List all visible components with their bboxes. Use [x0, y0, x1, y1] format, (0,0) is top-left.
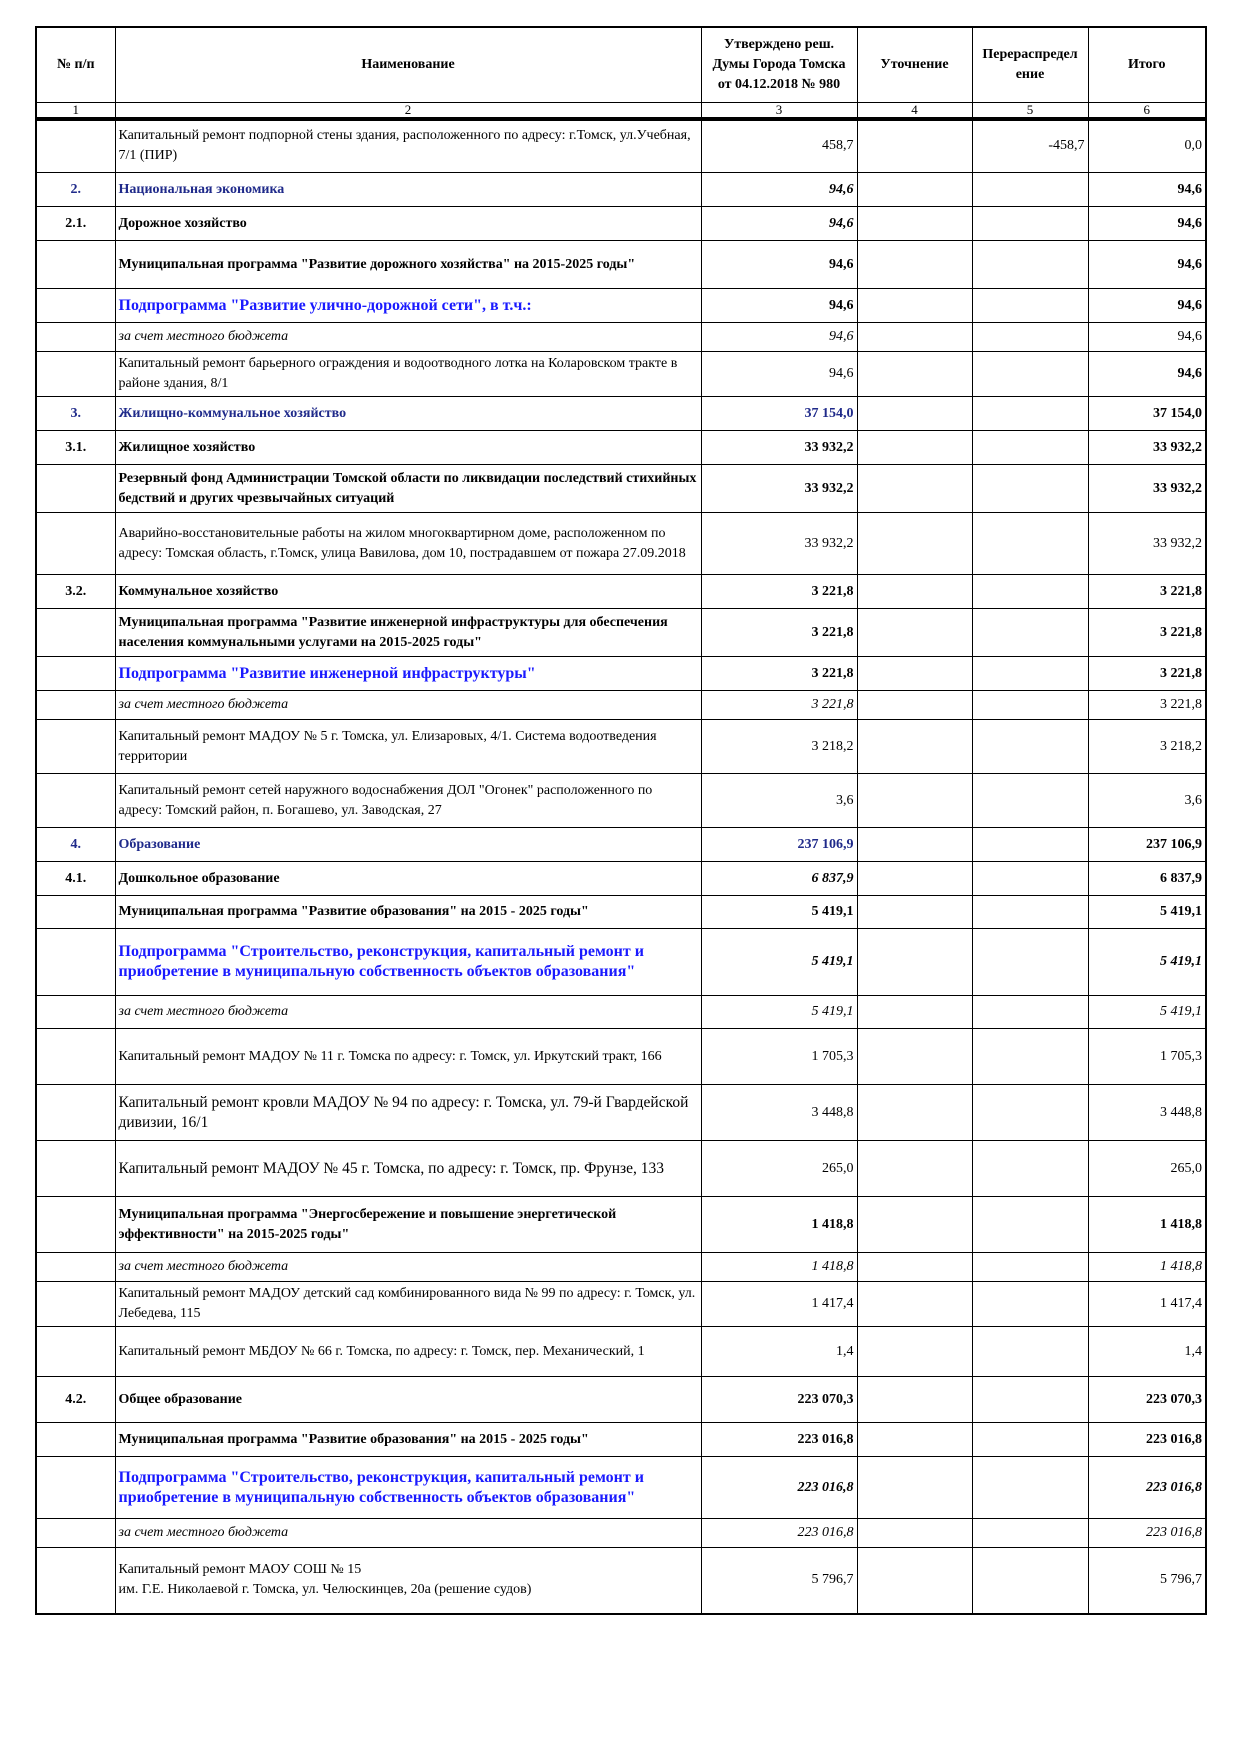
row-redistribution	[972, 1029, 1088, 1085]
row-approved: 223 016,8	[701, 1423, 857, 1457]
row-clarification	[857, 431, 972, 465]
row-approved: 5 419,1	[701, 896, 857, 929]
row-name: Капитальный ремонт МАДОУ детский сад комбинированного вида № 99 по адресу: г. Томск, ул. Лебедева, 115	[115, 1282, 701, 1327]
row-clarification	[857, 513, 972, 575]
row-name: Муниципальная программа "Развитие образования" на 2015 - 2025 годы"	[115, 1423, 701, 1457]
row-name: Капитальный ремонт подпорной стены здания, расположенного по адресу: г.Томск, ул.Учебная, 7/1 (ПИР)	[115, 119, 701, 173]
header-name: Наименование	[115, 27, 701, 102]
row-total: 5 419,1	[1088, 896, 1206, 929]
row-approved: 6 837,9	[701, 862, 857, 896]
budget-table	[35, 26, 1207, 1615]
row-total: 94,6	[1088, 289, 1206, 323]
row-total: 3 448,8	[1088, 1085, 1206, 1141]
row-total: 94,6	[1088, 323, 1206, 352]
row-approved: 3 448,8	[701, 1085, 857, 1141]
row-clarification	[857, 465, 972, 513]
row-name: Подпрограмма "Строительство, реконструкция, капитальный ремонт и приобретение в муниципальную собственность объектов образования"	[115, 929, 701, 996]
row-clarification	[857, 1253, 972, 1282]
row-approved: 94,6	[701, 207, 857, 241]
row-name: Аварийно-восстановительные работы на жилом многоквартирном доме, расположенном по адресу: Томская область, г.Томск, улица Вавилова, дом 10, пострадавшем от пожара 27.09.2018	[115, 513, 701, 575]
row-approved: 3 218,2	[701, 720, 857, 774]
row-approved: 94,6	[701, 241, 857, 289]
table-row	[36, 397, 1206, 431]
row-total: 5 419,1	[1088, 929, 1206, 996]
row-total: 3 221,8	[1088, 691, 1206, 720]
row-number	[36, 1282, 115, 1327]
row-total: 33 932,2	[1088, 465, 1206, 513]
row-number: 3.	[36, 397, 115, 431]
row-clarification	[857, 609, 972, 657]
col-number-1: 1	[36, 102, 115, 119]
row-name: Капитальный ремонт МАДОУ № 45 г. Томска, по адресу: г. Томск, пр. Фрунзе, 133	[115, 1141, 701, 1197]
table-row	[36, 1141, 1206, 1197]
header-number: № п/п	[36, 27, 115, 102]
row-total: 94,6	[1088, 352, 1206, 397]
row-number: 3.2.	[36, 575, 115, 609]
row-name: Общее образование	[115, 1377, 701, 1423]
row-approved: 3 221,8	[701, 609, 857, 657]
row-clarification	[857, 1519, 972, 1548]
row-number	[36, 609, 115, 657]
row-clarification	[857, 691, 972, 720]
header-total: Итого	[1088, 27, 1206, 102]
row-number	[36, 352, 115, 397]
table-row	[36, 575, 1206, 609]
table-row	[36, 609, 1206, 657]
row-approved: 5 796,7	[701, 1548, 857, 1614]
row-clarification	[857, 1141, 972, 1197]
row-total: 1 418,8	[1088, 1197, 1206, 1253]
row-approved: 94,6	[701, 173, 857, 207]
row-name: Капитальный ремонт кровли МАДОУ № 94 по адресу: г. Томска, ул. 79-й Гвардейской дивизии, 16/1	[115, 1085, 701, 1141]
row-name: Муниципальная программа "Развитие дорожного хозяйства" на 2015-2025 годы"	[115, 241, 701, 289]
row-total: 0,0	[1088, 119, 1206, 173]
row-redistribution: -458,7	[972, 119, 1088, 173]
row-approved: 223 016,8	[701, 1457, 857, 1519]
table-row	[36, 774, 1206, 828]
row-number	[36, 996, 115, 1029]
row-number	[36, 1457, 115, 1519]
row-redistribution	[972, 1197, 1088, 1253]
table-row	[36, 119, 1206, 173]
row-number	[36, 929, 115, 996]
row-name: Капитальный ремонт МБДОУ № 66 г. Томска, по адресу: г. Томск, пер. Механический, 1	[115, 1327, 701, 1377]
row-name: за счет местного бюджета	[115, 691, 701, 720]
table-row	[36, 896, 1206, 929]
row-approved: 94,6	[701, 352, 857, 397]
row-clarification	[857, 896, 972, 929]
row-approved: 33 932,2	[701, 513, 857, 575]
row-total: 1 705,3	[1088, 1029, 1206, 1085]
table-row	[36, 996, 1206, 1029]
row-number	[36, 1253, 115, 1282]
row-clarification	[857, 862, 972, 896]
row-clarification	[857, 1377, 972, 1423]
row-approved: 1 418,8	[701, 1197, 857, 1253]
table-row	[36, 862, 1206, 896]
row-total: 265,0	[1088, 1141, 1206, 1197]
row-total: 5 796,7	[1088, 1548, 1206, 1614]
row-clarification	[857, 1197, 972, 1253]
row-total: 3,6	[1088, 774, 1206, 828]
row-total: 3 221,8	[1088, 609, 1206, 657]
row-clarification	[857, 1548, 972, 1614]
row-redistribution	[972, 609, 1088, 657]
table-body	[36, 119, 1206, 1614]
row-name: Капитальный ремонт МАДОУ № 11 г. Томска по адресу: г. Томск, ул. Иркутский тракт, 166	[115, 1029, 701, 1085]
row-name: Капитальный ремонт барьерного ограждения и водоотводного лотка на Коларовском тракте в районе здания, 8/1	[115, 352, 701, 397]
row-total: 3 218,2	[1088, 720, 1206, 774]
row-redistribution	[972, 720, 1088, 774]
row-total: 6 837,9	[1088, 862, 1206, 896]
table-row	[36, 1282, 1206, 1327]
row-redistribution	[972, 896, 1088, 929]
row-clarification	[857, 1029, 972, 1085]
row-redistribution	[972, 207, 1088, 241]
table-row	[36, 513, 1206, 575]
row-clarification	[857, 207, 972, 241]
row-number	[36, 1423, 115, 1457]
row-clarification	[857, 575, 972, 609]
row-total: 3 221,8	[1088, 657, 1206, 691]
table-row	[36, 173, 1206, 207]
row-name: Капитальный ремонт МАОУ СОШ № 15 им. Г.Е. Николаевой г. Томска, ул. Челюскинцев, 20а (решение судов)	[115, 1548, 701, 1614]
row-total: 1 418,8	[1088, 1253, 1206, 1282]
row-redistribution	[972, 929, 1088, 996]
row-number: 2.1.	[36, 207, 115, 241]
row-approved: 33 932,2	[701, 465, 857, 513]
row-number	[36, 896, 115, 929]
row-name: Дошкольное образование	[115, 862, 701, 896]
row-name: Муниципальная программа "Энергосбережение и повышение энергетической эффективности" на 2015-2025 годы"	[115, 1197, 701, 1253]
row-redistribution	[972, 1423, 1088, 1457]
row-redistribution	[972, 1457, 1088, 1519]
row-name: за счет местного бюджета	[115, 323, 701, 352]
row-clarification	[857, 1327, 972, 1377]
row-total: 5 419,1	[1088, 996, 1206, 1029]
row-approved: 37 154,0	[701, 397, 857, 431]
row-number	[36, 119, 115, 173]
table-row	[36, 1197, 1206, 1253]
row-clarification	[857, 1423, 972, 1457]
row-number	[36, 1327, 115, 1377]
row-number	[36, 1141, 115, 1197]
table-row	[36, 323, 1206, 352]
row-clarification	[857, 774, 972, 828]
row-redistribution	[972, 289, 1088, 323]
row-number	[36, 774, 115, 828]
row-total: 37 154,0	[1088, 397, 1206, 431]
row-total: 94,6	[1088, 241, 1206, 289]
row-name: Подпрограмма "Развитие инженерной инфраструктуры"	[115, 657, 701, 691]
row-number	[36, 1197, 115, 1253]
row-clarification	[857, 323, 972, 352]
row-number	[36, 513, 115, 575]
row-name: Подпрограмма "Строительство, реконструкция, капитальный ремонт и приобретение в муниципальную собственность объектов образования"	[115, 1457, 701, 1519]
row-redistribution	[972, 575, 1088, 609]
table-row	[36, 828, 1206, 862]
table-row	[36, 1423, 1206, 1457]
row-clarification	[857, 1085, 972, 1141]
row-approved: 1,4	[701, 1327, 857, 1377]
row-number: 4.	[36, 828, 115, 862]
row-number: 3.1.	[36, 431, 115, 465]
row-redistribution	[972, 996, 1088, 1029]
row-redistribution	[972, 397, 1088, 431]
row-redistribution	[972, 241, 1088, 289]
row-number: 2.	[36, 173, 115, 207]
row-total: 223 016,8	[1088, 1519, 1206, 1548]
row-name: за счет местного бюджета	[115, 1519, 701, 1548]
table-row	[36, 1548, 1206, 1614]
row-total: 94,6	[1088, 207, 1206, 241]
row-approved: 1 418,8	[701, 1253, 857, 1282]
header-approved: Утверждено реш. Думы Города Томска от 04.12.2018 № 980	[701, 27, 857, 102]
row-name: Капитальный ремонт сетей наружного водоснабжения ДОЛ "Огонек" расположенного по адресу: Томский район, п. Богашево, ул. Заводская, 27	[115, 774, 701, 828]
header-redistribution: Перераспредел ение	[972, 27, 1088, 102]
table-row	[36, 352, 1206, 397]
table-row	[36, 1377, 1206, 1423]
row-redistribution	[972, 323, 1088, 352]
row-approved: 5 419,1	[701, 996, 857, 1029]
table-row	[36, 720, 1206, 774]
row-number	[36, 657, 115, 691]
table-row	[36, 691, 1206, 720]
row-name: за счет местного бюджета	[115, 1253, 701, 1282]
row-approved: 458,7	[701, 119, 857, 173]
col-number-4: 4	[857, 102, 972, 119]
row-name: Образование	[115, 828, 701, 862]
row-redistribution	[972, 431, 1088, 465]
row-number	[36, 241, 115, 289]
row-approved: 1 705,3	[701, 1029, 857, 1085]
col-number-2: 2	[115, 102, 701, 119]
row-name: Капитальный ремонт МАДОУ № 5 г. Томска, ул. Елизаровых, 4/1. Система водоотведения территории	[115, 720, 701, 774]
row-number	[36, 289, 115, 323]
row-clarification	[857, 996, 972, 1029]
row-total: 33 932,2	[1088, 431, 1206, 465]
row-approved: 3 221,8	[701, 657, 857, 691]
row-approved: 223 070,3	[701, 1377, 857, 1423]
row-redistribution	[972, 1327, 1088, 1377]
row-name: Муниципальная программа "Развитие инженерной инфраструктуры для обеспечения населения коммунальными услугами на 2015-2025 годы"	[115, 609, 701, 657]
table-row	[36, 207, 1206, 241]
row-redistribution	[972, 774, 1088, 828]
row-total: 223 016,8	[1088, 1457, 1206, 1519]
table-row	[36, 1085, 1206, 1141]
row-redistribution	[972, 465, 1088, 513]
row-number	[36, 691, 115, 720]
row-redistribution	[972, 1253, 1088, 1282]
row-name: за счет местного бюджета	[115, 996, 701, 1029]
row-total: 1,4	[1088, 1327, 1206, 1377]
row-approved: 265,0	[701, 1141, 857, 1197]
row-redistribution	[972, 862, 1088, 896]
row-name: Национальная экономика	[115, 173, 701, 207]
budget-table-page	[35, 26, 1205, 1615]
row-clarification	[857, 1457, 972, 1519]
row-name: Подпрограмма "Развитие улично-дорожной сети", в т.ч.:	[115, 289, 701, 323]
row-redistribution	[972, 352, 1088, 397]
row-clarification	[857, 1282, 972, 1327]
row-name: Жилищно-коммунальное хозяйство	[115, 397, 701, 431]
row-name: Дорожное хозяйство	[115, 207, 701, 241]
row-redistribution	[972, 1519, 1088, 1548]
row-redistribution	[972, 1282, 1088, 1327]
table-row	[36, 241, 1206, 289]
row-approved: 3 221,8	[701, 691, 857, 720]
row-redistribution	[972, 1548, 1088, 1614]
table-row	[36, 1029, 1206, 1085]
row-total: 223 016,8	[1088, 1423, 1206, 1457]
row-name: Резервный фонд Администрации Томской области по ликвидации последствий стихийных бедствий и других чрезвычайных ситуаций	[115, 465, 701, 513]
row-approved: 237 106,9	[701, 828, 857, 862]
row-number	[36, 323, 115, 352]
table-row	[36, 1327, 1206, 1377]
row-clarification	[857, 352, 972, 397]
row-redistribution	[972, 828, 1088, 862]
row-total: 94,6	[1088, 173, 1206, 207]
row-redistribution	[972, 1141, 1088, 1197]
row-total: 33 932,2	[1088, 513, 1206, 575]
row-redistribution	[972, 657, 1088, 691]
row-name: Коммунальное хозяйство	[115, 575, 701, 609]
row-clarification	[857, 657, 972, 691]
row-approved: 33 932,2	[701, 431, 857, 465]
row-clarification	[857, 241, 972, 289]
row-number	[36, 1029, 115, 1085]
row-redistribution	[972, 173, 1088, 207]
row-approved: 1 417,4	[701, 1282, 857, 1327]
row-approved: 5 419,1	[701, 929, 857, 996]
table-row	[36, 657, 1206, 691]
table-row	[36, 465, 1206, 513]
row-number	[36, 1548, 115, 1614]
row-clarification	[857, 828, 972, 862]
row-clarification	[857, 119, 972, 173]
row-number	[36, 1085, 115, 1141]
row-number	[36, 720, 115, 774]
row-number: 4.2.	[36, 1377, 115, 1423]
row-redistribution	[972, 691, 1088, 720]
row-redistribution	[972, 513, 1088, 575]
row-approved: 94,6	[701, 323, 857, 352]
row-clarification	[857, 173, 972, 207]
row-approved: 3,6	[701, 774, 857, 828]
row-approved: 94,6	[701, 289, 857, 323]
row-total: 1 417,4	[1088, 1282, 1206, 1327]
row-approved: 223 016,8	[701, 1519, 857, 1548]
row-approved: 3 221,8	[701, 575, 857, 609]
row-clarification	[857, 397, 972, 431]
header-clarification: Уточнение	[857, 27, 972, 102]
table-row	[36, 1253, 1206, 1282]
row-total: 223 070,3	[1088, 1377, 1206, 1423]
row-redistribution	[972, 1085, 1088, 1141]
table-row	[36, 289, 1206, 323]
col-number-6: 6	[1088, 102, 1206, 119]
row-redistribution	[972, 1377, 1088, 1423]
row-number	[36, 465, 115, 513]
col-number-3: 3	[701, 102, 857, 119]
row-name: Жилищное хозяйство	[115, 431, 701, 465]
row-total: 3 221,8	[1088, 575, 1206, 609]
row-name: Муниципальная программа "Развитие образования" на 2015 - 2025 годы"	[115, 896, 701, 929]
table-row	[36, 1457, 1206, 1519]
table-row	[36, 929, 1206, 996]
row-total: 237 106,9	[1088, 828, 1206, 862]
table-row	[36, 431, 1206, 465]
row-clarification	[857, 720, 972, 774]
table-row	[36, 1519, 1206, 1548]
col-number-5: 5	[972, 102, 1088, 119]
row-number	[36, 1519, 115, 1548]
row-clarification	[857, 929, 972, 996]
row-clarification	[857, 289, 972, 323]
row-number: 4.1.	[36, 862, 115, 896]
